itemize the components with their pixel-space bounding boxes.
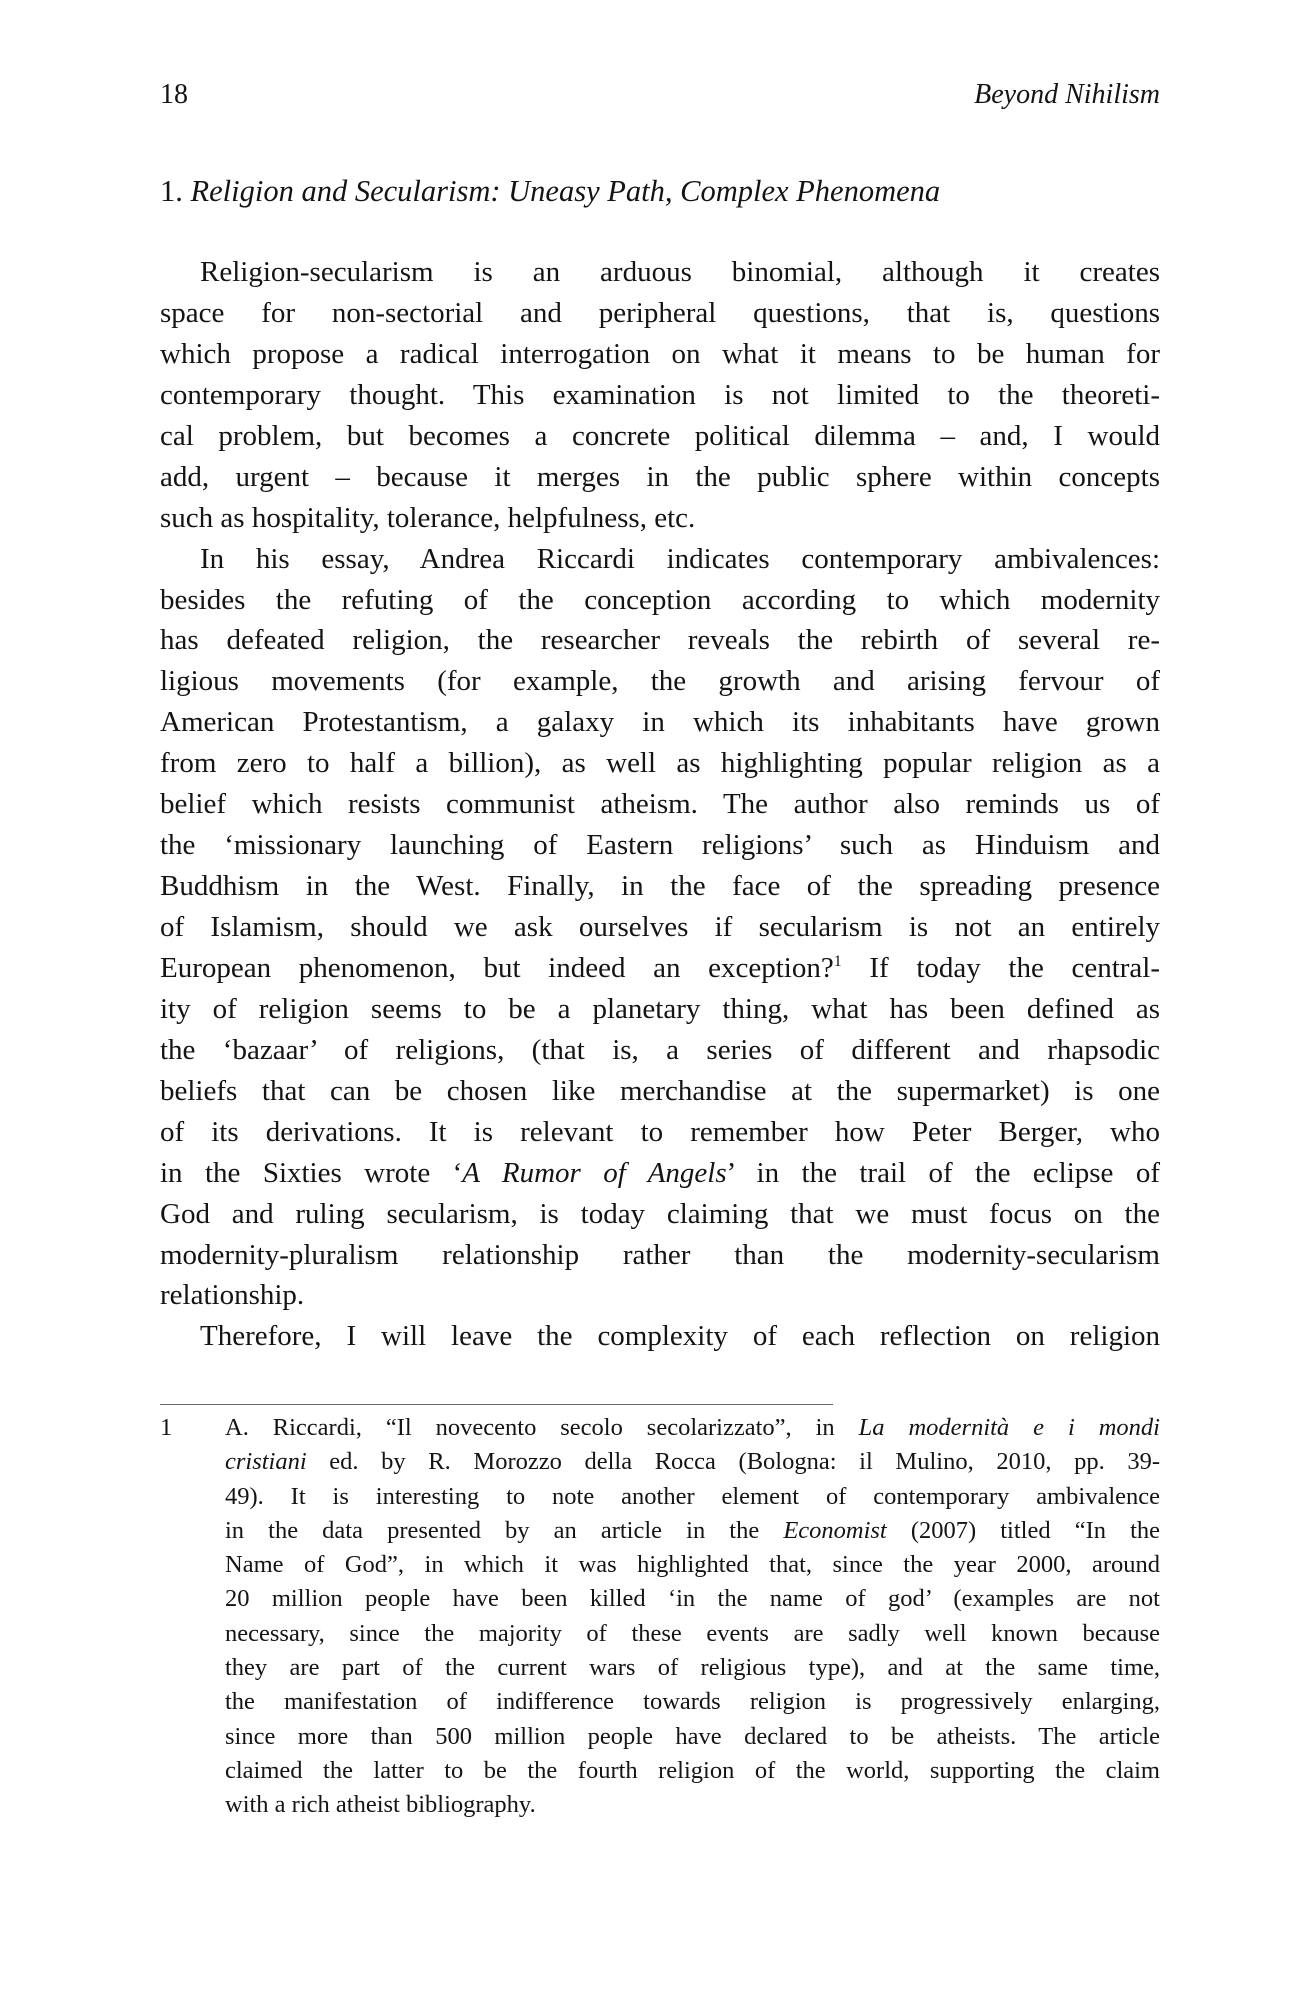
- text-line: God and ruling secularism, is today claiming that we must focus on the: [160, 1197, 1160, 1230]
- text-line: of Islamism, should we ask ourselves if secularism is not an entirely: [160, 911, 1160, 943]
- text-line: contemporary thought. This examination is not limited to the theoreti-: [160, 378, 1160, 411]
- footnote-1: [160, 1411, 1160, 1823]
- text-fragment: in the Sixties wrote ‘: [160, 1156, 463, 1189]
- footnote-reference[interactable]: 1: [833, 952, 842, 970]
- text-line: belief which resists communist atheism. The author also reminds us of: [160, 788, 1160, 821]
- text-line: [160, 948, 1160, 989]
- text-fragment: European phenomenon, but indeed an exception?: [160, 951, 834, 984]
- text-line: the ‘bazaar’ of religions, (that is, a series of different and rhapsodic: [160, 1033, 1160, 1066]
- text-line: ligious movements (for example, the growth and arising fervour of: [160, 665, 1160, 698]
- section-heading: [160, 172, 1160, 210]
- footnotes: [160, 1411, 1160, 1823]
- footnote-separator: [160, 1404, 833, 1405]
- text-line: ity of religion seems to be a planetary thing, what has been defined as: [160, 992, 1160, 1025]
- text-fragment: in the data presented by an article in the: [225, 1516, 784, 1544]
- footnote-line: they are part of the current wars of religious type), and at the same time,: [225, 1654, 1160, 1682]
- text-line: add, urgent – because it merges in the public sphere within concepts: [160, 460, 1160, 493]
- text-line: relationship.: [160, 1279, 305, 1312]
- text-line: of its derivations. It is relevant to remember how Peter Berger, who: [160, 1115, 1160, 1148]
- cited-periodical: Economist: [783, 1516, 887, 1544]
- footnote-line: 49). It is interesting to note another element of contemporary ambivalence: [225, 1482, 1160, 1510]
- paragraph: [160, 1316, 1160, 1357]
- footnote-line: since more than 500 million people have declared to be atheists. The article: [225, 1722, 1160, 1750]
- cited-book-title: La modernità e i mondi: [858, 1414, 1160, 1441]
- footnote-line: claimed the latter to be the fourth religion of the world, supporting the claim: [225, 1756, 1160, 1784]
- text-fragment: ed. by R. Morozzo della Rocca (Bologna: il Mulino, 2010, pp. 39-: [306, 1448, 1160, 1476]
- text-line: which propose a radical interrogation on what it means to be human for: [160, 337, 1160, 370]
- footnote-marker: 1: [160, 1414, 173, 1441]
- section-title: Religion and Secularism: Uneasy Path, Complex Phenomena: [190, 174, 941, 208]
- text-fragment: (2007) titled “In the: [886, 1516, 1160, 1544]
- text-fragment: A. Riccardi, “Il novecento secolo secolarizzato”, in: [225, 1414, 859, 1441]
- footnote-line: [225, 1411, 1160, 1445]
- running-book-title: Beyond Nihilism: [974, 79, 1160, 110]
- footnote-line: 20 million people have been killed ‘in the name of god’ (examples are not: [225, 1585, 1160, 1613]
- footnote-body: [225, 1411, 1160, 1823]
- paragraph: [160, 252, 1160, 539]
- section-number: 1.: [160, 174, 183, 208]
- paragraph: [160, 539, 1160, 1317]
- text-line: [160, 1153, 1160, 1194]
- page-number: 18: [160, 79, 188, 110]
- text-line: Therefore, I will leave the complexity of each reflection on religion: [200, 1320, 1160, 1353]
- text-line: Religion-secularism is an arduous binomial, although it creates: [200, 256, 1160, 288]
- text-line: cal problem, but becomes a concrete political dilemma – and, I would: [160, 419, 1160, 452]
- running-header: [160, 78, 1160, 112]
- footnote-line: the manifestation of indifference towards religion is progressively enlarging,: [225, 1688, 1160, 1716]
- cited-book-title: cristiani: [225, 1448, 307, 1476]
- text-line: modernity-pluralism relationship rather than the modernity-secularism: [160, 1238, 1160, 1271]
- text-fragment: If today the central-: [841, 951, 1161, 984]
- text-line: space for non-sectorial and peripheral questions, that is, questions: [160, 296, 1160, 329]
- footnote-line: Name of God”, in which it was highlighted that, since the year 2000, around: [225, 1551, 1160, 1579]
- footnote-line: [225, 1514, 1160, 1548]
- text-line: In his essay, Andrea Riccardi indicates contemporary ambivalences:: [200, 542, 1160, 575]
- text-line: besides the refuting of the conception according to which modernity: [160, 583, 1160, 616]
- text-line: beliefs that can be chosen like merchandise at the supermarket) is one: [160, 1074, 1160, 1107]
- text-line: has defeated religion, the researcher reveals the rebirth of several re-: [160, 624, 1160, 657]
- cited-book-title: A Rumor of Angels: [462, 1156, 727, 1189]
- footnote-line: with a rich atheist bibliography.: [225, 1791, 536, 1819]
- text-line: the ‘missionary launching of Eastern religions’ such as Hinduism and: [160, 829, 1160, 862]
- footnote-line: [225, 1445, 1160, 1479]
- text-line: such as hospitality, tolerance, helpfulness, etc.: [160, 501, 696, 534]
- body-text: [160, 252, 1160, 1357]
- text-line: from zero to half a billion), as well as highlighting popular religion as a: [160, 747, 1160, 780]
- footnote-line: necessary, since the majority of these events are sadly well known because: [225, 1619, 1160, 1647]
- text-fragment: ’ in the trail of the eclipse of: [726, 1156, 1160, 1189]
- text-line: American Protestantism, a galaxy in which its inhabitants have grown: [160, 706, 1160, 739]
- text-line: Buddhism in the West. Finally, in the face of the spreading presence: [160, 870, 1160, 903]
